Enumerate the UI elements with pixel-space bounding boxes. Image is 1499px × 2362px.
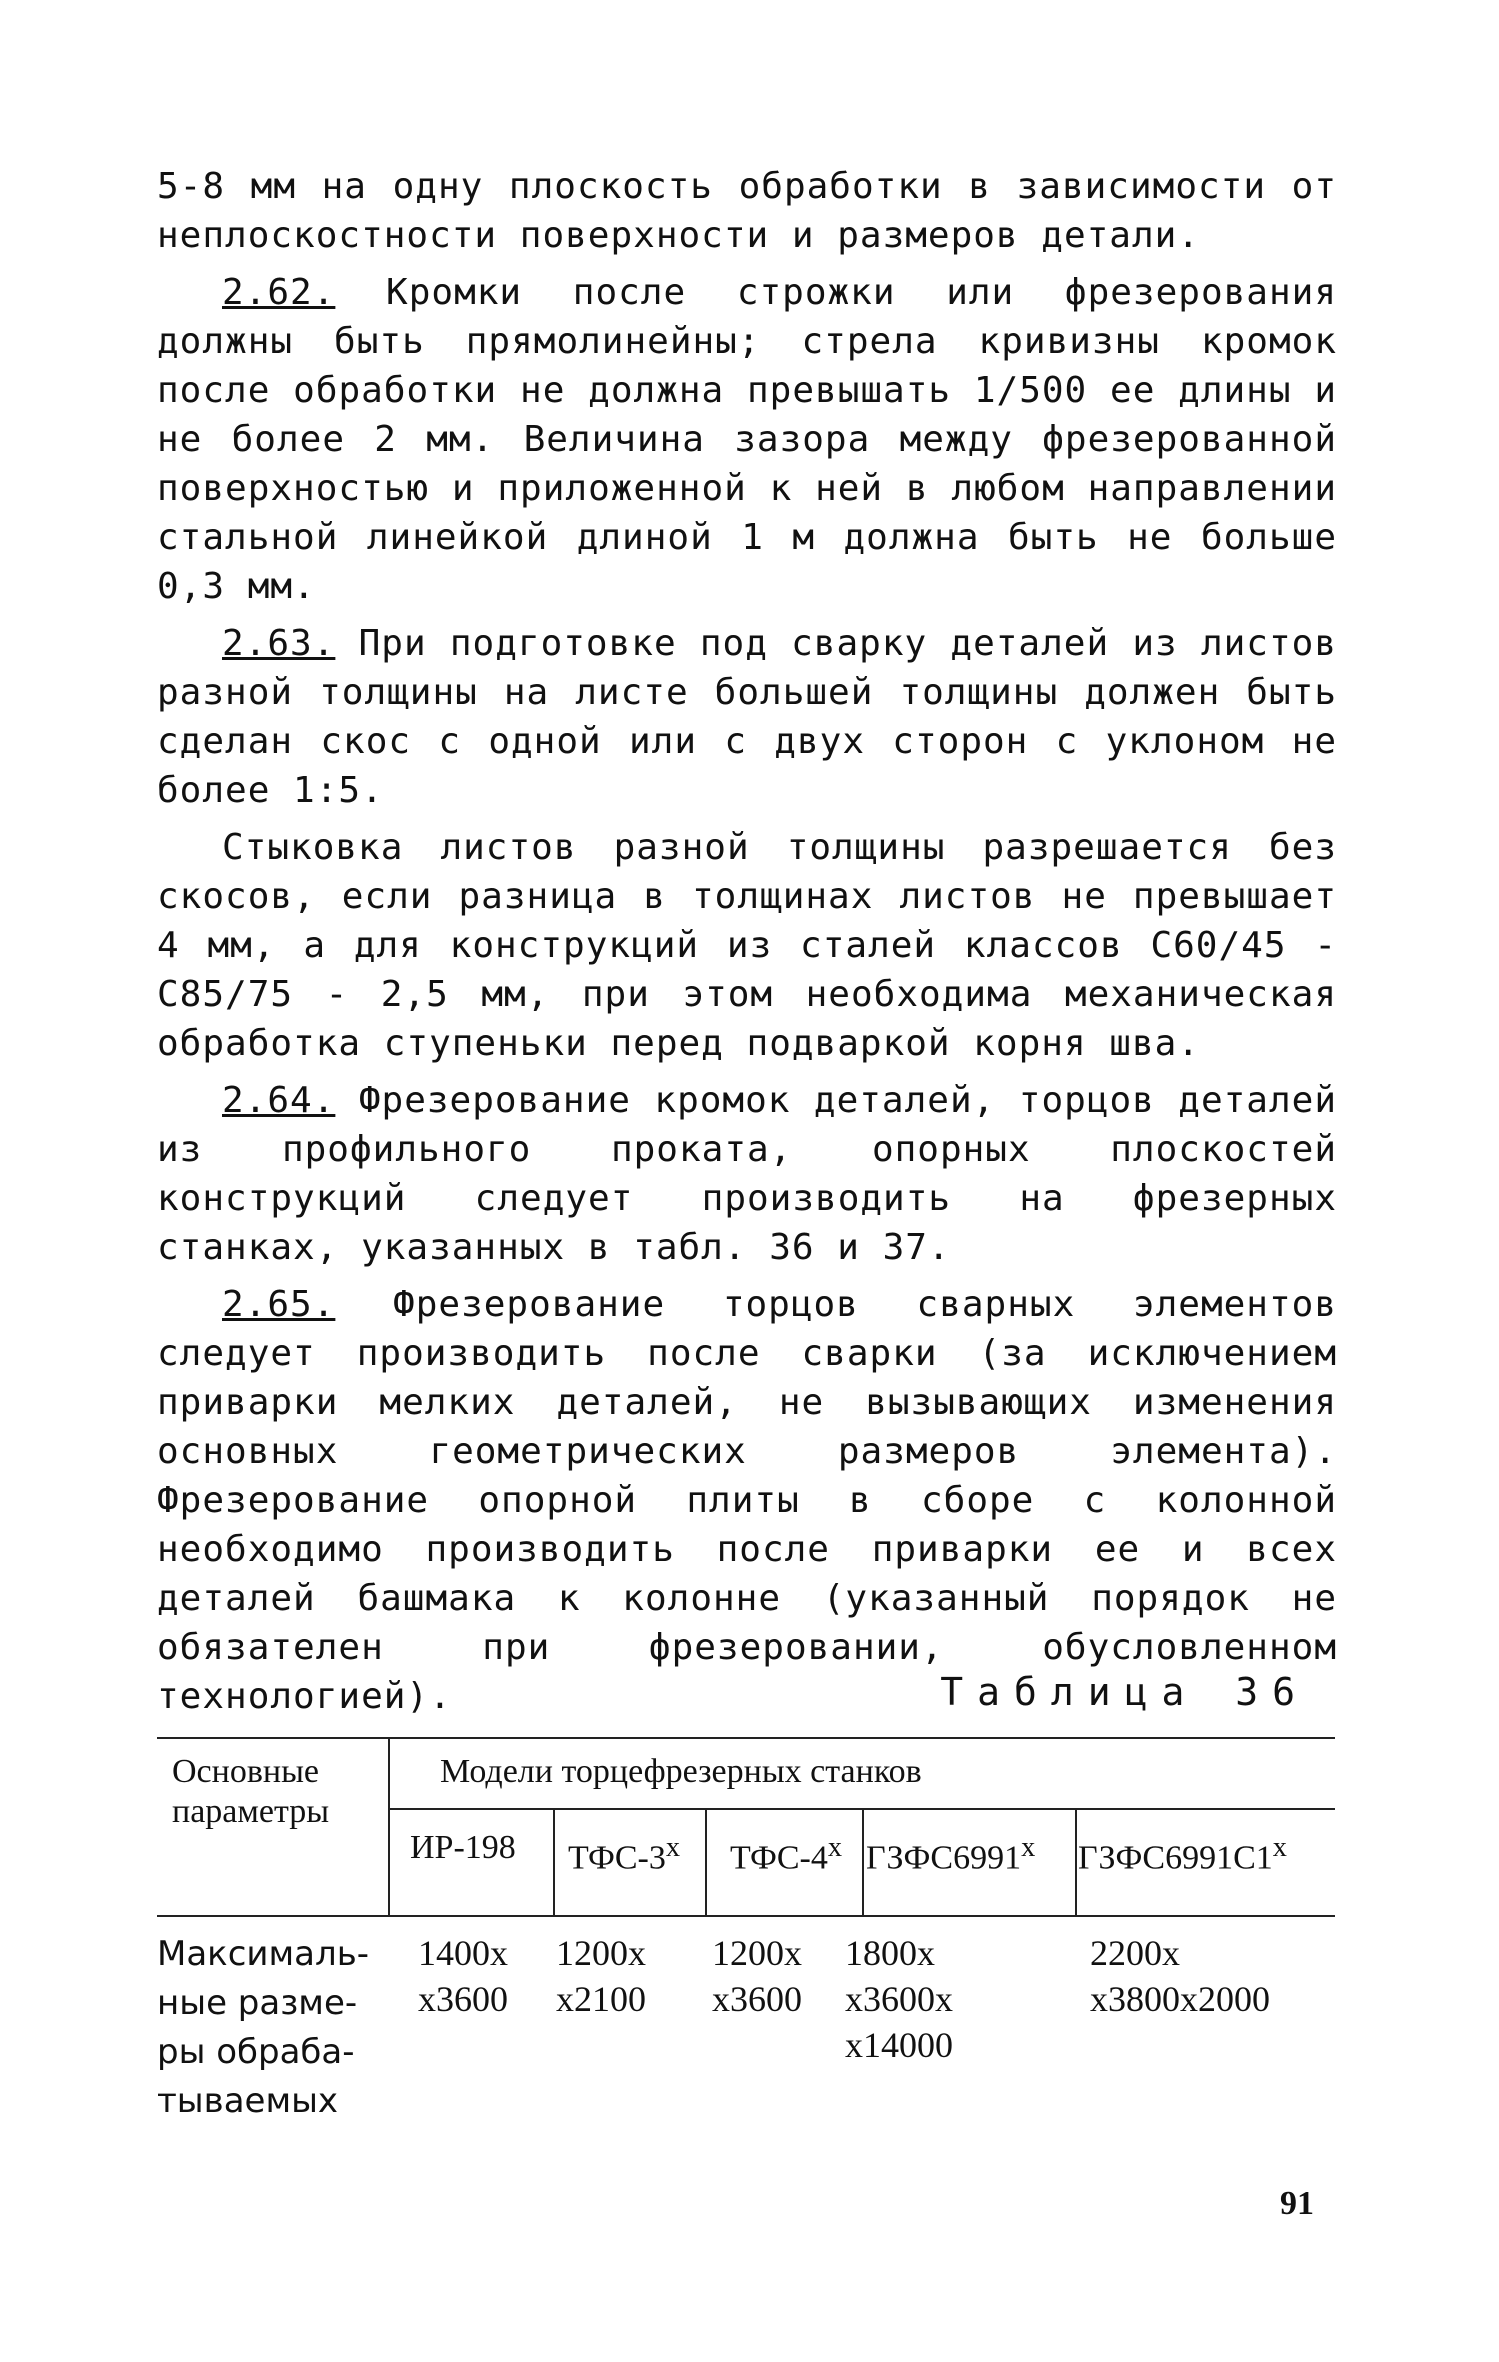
clause-text: Кромки после строжки или фрезерования должны быть прямолинейны; стрела кривизны кромок после обработки не должна превышать 1/500 ее длины и не более 2 мм. Величина зазора между фрезерованной поверхностью и приложенной к ней в любом направлении стальной линейкой длиной 1 м должна быть не больше 0,3 мм. xyxy=(157,272,1337,607)
clause-text: Фрезерование торцов сварных элементов следует производить после сварки (за исключением приварки мелких деталей, не вызывающих изменения основных геометрических размеров элемента). Фрезерование опорной плиты в сборе с колонной необходимо производить после приварки ее и всех деталей башмака к колонне (указанный порядок не обязателен при фрезеровании, обусловленном технологией). xyxy=(157,1284,1337,1717)
row-label-line: ные разме- xyxy=(157,1983,358,2023)
cell-line: 1800x xyxy=(845,1933,935,1973)
col-header-params xyxy=(172,1752,329,1832)
cell-line: x3600x xyxy=(845,1979,953,2019)
table-caption: Таблица 36 xyxy=(940,1670,1309,1714)
cell-tfs3 xyxy=(556,1930,646,2022)
clause-text: При подготовке под сварку деталей из листов разной толщины на листе большей толщины должен быть сделан скос с одной или с двух сторон с уклоном не более 1:5. xyxy=(157,623,1337,811)
footnote-mark: x xyxy=(665,1832,681,1863)
footnote-mark: x xyxy=(827,1832,843,1863)
row-label-line: Максималь- xyxy=(157,1934,370,1974)
model-name: ИР-198 xyxy=(410,1829,516,1866)
body-text xyxy=(157,162,1337,1729)
cell-ir198 xyxy=(418,1930,508,2022)
cell-line: 1200x xyxy=(556,1933,646,1973)
table-top-rule xyxy=(157,1737,1335,1739)
cell-line: 1200x xyxy=(712,1933,802,1973)
paragraph-2-63 xyxy=(157,619,1337,815)
model-name: ГЗФС6991 xyxy=(866,1839,1022,1877)
model-header-tfs3 xyxy=(568,1828,680,1878)
header-line: параметры xyxy=(172,1793,330,1830)
cell-gzfs6991c1 xyxy=(1090,1930,1270,2022)
row-label-line: тываемых xyxy=(157,2081,339,2121)
paragraph-2-64 xyxy=(157,1076,1337,1272)
column-divider xyxy=(862,1808,864,1915)
column-divider xyxy=(553,1808,555,1915)
row-label-line: ры обраба- xyxy=(157,2032,355,2072)
clause-number: 2.62. xyxy=(222,272,336,313)
cell-line: 2200x xyxy=(1090,1933,1180,1973)
model-header-gzfs6991c1 xyxy=(1078,1828,1287,1878)
model-name: ТФС-4 xyxy=(730,1839,828,1877)
paragraph-2-62 xyxy=(157,268,1337,611)
cell-line: x3600 xyxy=(418,1979,508,2019)
model-header-tfs4 xyxy=(730,1828,842,1878)
paragraph-joining: Стыковка листов разной толщины разрешается без скосов, если разница в толщинах листов не превышает 4 мм, а для конструкций из сталей классов С60/45 - С85/75 - 2,5 мм, при этом необходима механическая обработка ступеньки перед подваркой корня шва. xyxy=(157,827,1337,1064)
footnote-mark: x xyxy=(1272,1832,1287,1863)
model-header-gzfs6991 xyxy=(866,1828,1035,1878)
model-header-ir198 xyxy=(410,1828,516,1868)
cell-line: x3600 xyxy=(712,1979,802,2019)
column-divider xyxy=(1075,1808,1077,1915)
clause-number: 2.65. xyxy=(222,1284,336,1325)
cell-line: x3800x2000 xyxy=(1090,1979,1270,2019)
cell-gzfs6991 xyxy=(845,1930,953,2068)
paragraph-2-65 xyxy=(157,1280,1337,1721)
group-header: Модели торцефрезерных станков xyxy=(440,1753,922,1790)
clause-number: 2.63. xyxy=(222,623,336,664)
header-bottom-rule xyxy=(157,1915,1335,1917)
model-name: ТФС-3 xyxy=(568,1839,666,1877)
paragraph-continuation: 5-8 мм на одну плоскость обработки в зависимости от неплоскостности поверхности и размеров детали. xyxy=(157,166,1337,256)
page-number: 91 xyxy=(1280,2185,1314,2222)
cell-tfs4 xyxy=(712,1930,802,2022)
cell-line: x2100 xyxy=(556,1979,646,2019)
cell-line: x14000 xyxy=(845,2025,953,2065)
footnote-mark: x xyxy=(1021,1832,1036,1863)
model-name: ГЗФС6991С1 xyxy=(1078,1839,1273,1877)
column-divider xyxy=(705,1808,707,1915)
clause-number: 2.64. xyxy=(222,1080,336,1121)
cell-line: 1400x xyxy=(418,1933,508,1973)
row-label-max-dimensions xyxy=(157,1930,407,2126)
clause-text: Фрезерование кромок деталей, торцов деталей из профильного проката, опорных плоскостей конструкций следует производить на фрезерных станках, указанных в табл. 36 и 37. xyxy=(157,1080,1337,1268)
column-divider xyxy=(388,1737,390,1915)
header-line: Основные xyxy=(172,1753,320,1790)
